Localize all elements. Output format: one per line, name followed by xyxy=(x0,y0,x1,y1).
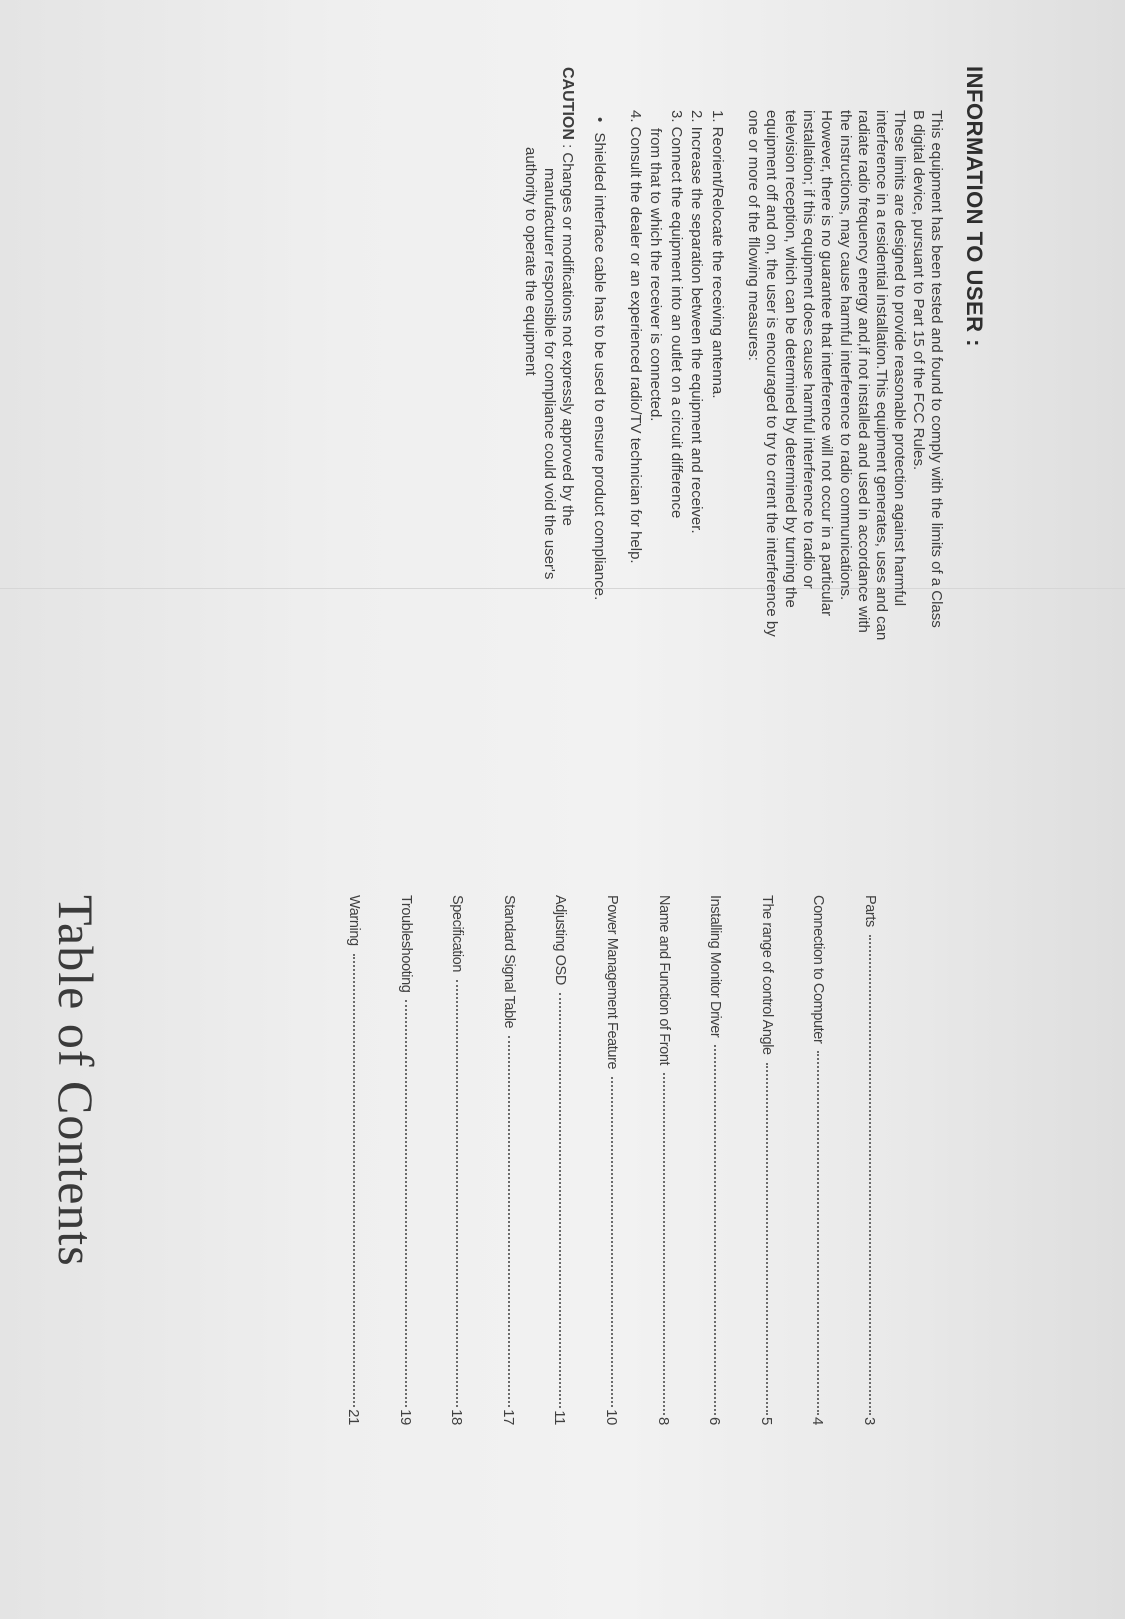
toc-entry-page: 5 xyxy=(758,1417,776,1425)
toc-dot-leader xyxy=(869,935,875,1415)
toc-dot-leader xyxy=(817,1051,823,1415)
caution-text: authority to operate the equipment xyxy=(522,147,540,376)
toc-dot-leader xyxy=(559,993,565,1408)
table-of-contents-title: Table of Contents xyxy=(48,895,104,1267)
toc-entry-name: Power Management Feature xyxy=(604,895,620,1070)
bullet-dot: • xyxy=(591,117,609,123)
toc-entry xyxy=(755,895,779,1425)
paragraph-line: equipment off and on, the user is encouraged to try to crrent the interference by xyxy=(763,110,781,637)
toc-entry-name: Name and Function of Front xyxy=(656,895,672,1066)
toc-entry xyxy=(806,895,830,1425)
toc-entry xyxy=(703,895,727,1425)
paragraph-line: This equipment has been tested and found to comply with the limits of a Class xyxy=(928,110,945,628)
measure-item: 1. Reorient/Relocate the receiving antenna. xyxy=(708,110,726,399)
caution-text: manufacturer responsible for compliance could void the user's xyxy=(540,168,558,580)
toc-entry-page: 6 xyxy=(706,1417,724,1425)
paragraph-line: These limits are designed to provide reasonable protection against harmful xyxy=(891,110,909,607)
toc-entry-name: Troubleshooting xyxy=(398,895,414,993)
toc-dot-leader xyxy=(714,1045,720,1415)
paragraph-line: However, there is no guarantee that interference will not occur in a particular xyxy=(818,110,836,617)
shielded-cable-note xyxy=(591,117,608,812)
toc-entry-page: 8 xyxy=(655,1417,673,1425)
toc-entry-name: Specification xyxy=(449,895,465,973)
information-title: INFORMATION TO USER : xyxy=(962,66,987,348)
toc-entry-page: 10 xyxy=(603,1409,621,1425)
paragraph-line: installation; if this equipment does cause harmful interference to radio or xyxy=(799,110,817,589)
toc-dot-leader xyxy=(405,1000,411,1407)
toc-entry-name: Connection to Computer xyxy=(810,895,826,1044)
toc-entry xyxy=(548,895,572,1425)
toc-entry xyxy=(652,895,676,1425)
paragraph-line: B digital device, pursuant to Part 15 of the FCC Rules. xyxy=(909,110,927,471)
toc-dot-leader xyxy=(508,1036,514,1407)
toc-entry-name: Adjusting OSD xyxy=(552,895,568,985)
toc-entry-page: 11 xyxy=(551,1410,569,1425)
toc-entry xyxy=(600,895,624,1425)
toc-entry xyxy=(445,895,469,1425)
measure-item-continued: from that to which the receiver is connected. xyxy=(647,128,665,422)
toc-entry-name: The range of control Angle xyxy=(759,895,775,1055)
toc-dot-leader xyxy=(353,954,359,1407)
toc-dot-leader xyxy=(456,980,462,1407)
paragraph-line: interference in a residential installation.This equipment generates, uses and can xyxy=(873,110,891,641)
measures-list xyxy=(624,110,727,812)
paragraph-line: radiate radio frequency energy and,if not installed and used in accordance with xyxy=(854,110,872,633)
toc-entry-name: Installing Monitor Driver xyxy=(707,895,723,1038)
toc-entry xyxy=(342,895,366,1425)
toc-entry-page: 4 xyxy=(809,1417,827,1425)
information-to-user-section xyxy=(521,52,987,812)
toc-entry-page: 18 xyxy=(448,1409,466,1425)
toc-entry-page: 19 xyxy=(397,1409,415,1425)
toc-entry-page: 21 xyxy=(345,1409,363,1425)
caution-text: : Changes or modifications not expressly approved by the xyxy=(559,144,577,526)
measure-item: 4. Consult the dealer or an experienced radio/TV technician for help. xyxy=(626,110,644,564)
paragraph-line: the instructions, may cause harmful interference to radio communications. xyxy=(836,110,854,601)
toc-entry-page: 17 xyxy=(500,1409,518,1425)
toc-entry xyxy=(858,895,882,1425)
measure-item: 2. Increase the separation between the equipment and receiver. xyxy=(688,110,706,534)
toc-dot-leader xyxy=(663,1073,669,1415)
toc-entry-name: Warning xyxy=(346,895,362,946)
fcc-compliance-paragraph xyxy=(744,110,945,812)
toc-dot-leader xyxy=(766,1063,772,1415)
caution-label: CAUTION xyxy=(559,67,577,140)
paragraph-line: television reception, which can be determined by determined by turning the xyxy=(781,110,799,608)
toc-entry-name: Standard Signal Table xyxy=(501,895,517,1029)
caution-note xyxy=(521,67,577,812)
toc-entry xyxy=(497,895,521,1425)
toc-entry xyxy=(394,895,418,1425)
toc-dot-leader xyxy=(611,1077,617,1407)
toc-entry-name: Parts xyxy=(862,895,878,927)
measure-item: 3. Connect the equipment into an outlet on a circuit difference xyxy=(667,110,685,519)
toc-entry-page: 3 xyxy=(861,1417,879,1425)
paragraph-line: one or more of the fllowing measures: xyxy=(745,110,763,361)
bullet-text: Shielded interface cable has to be used to ensure product compliance. xyxy=(591,132,609,601)
